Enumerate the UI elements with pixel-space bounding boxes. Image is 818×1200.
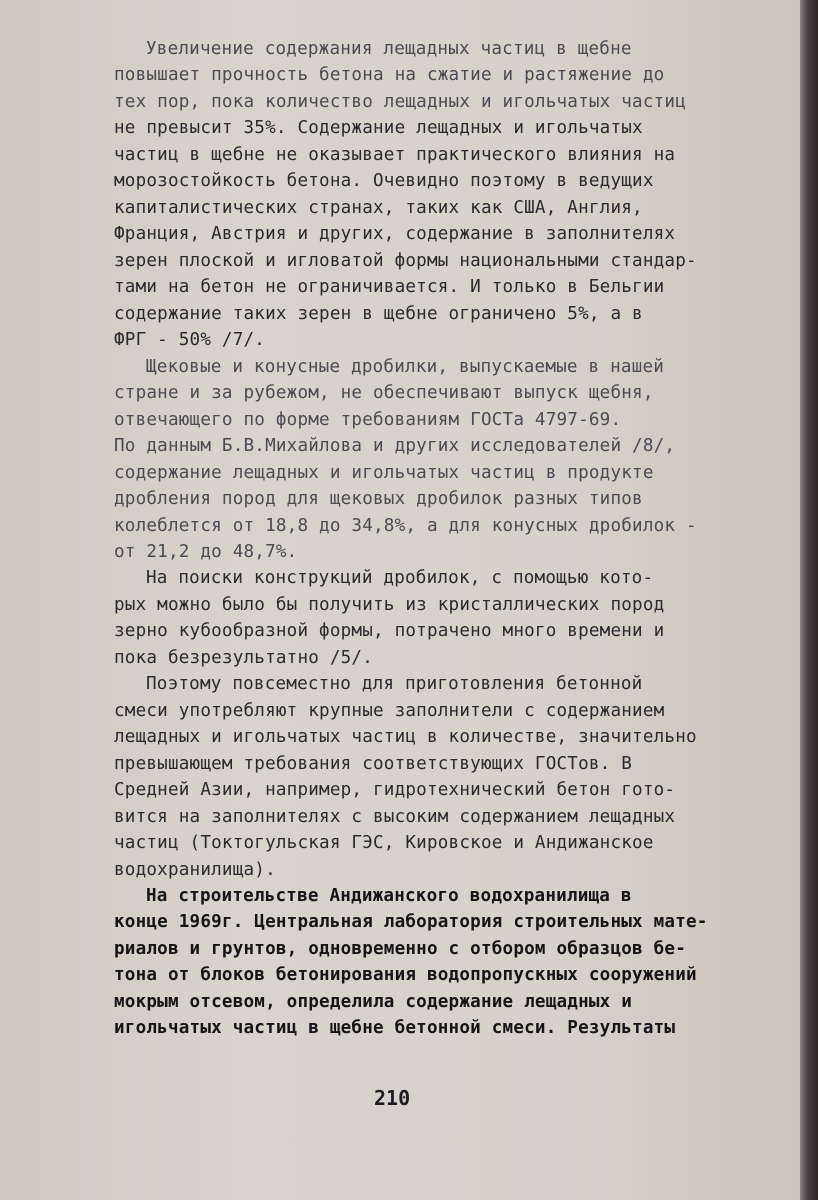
text-line: мокрым отсевом, определила содержание лещадных и [114,992,633,1012]
book-edge [800,0,818,1200]
text-line: содержание таких зерен в щебне ограничено 5%, а в [114,304,643,324]
text-line: конце 1969г. Центральная лаборатория строительных мате- [114,912,708,932]
text-line: Средней Азии, например, гидротехнический бетон гото- [114,780,676,800]
text-line: На строительстве Андижанского водохранилища в [146,886,632,906]
text-line: частиц (Токтогульская ГЭС, Кировское и Андижанское [114,833,654,853]
text-line: лещадных и игольчатых частиц в количестве, значительно [114,727,697,747]
text-line: морозостойкость бетона. Очевидно поэтому в ведущих [114,171,654,191]
text-line: зерно кубообразной формы, потрачено много времени и [114,621,665,641]
text-line: частиц в щебне не оказывает практического влияния на [114,145,676,165]
text-line: Увеличение содержания лещадных частиц в щебне [146,39,632,59]
text-line: водохранилища). [114,860,276,880]
page-number: 210 [374,1086,411,1110]
text-line: тех пор, пока количество лещадных и игольчатых частиц [114,92,686,112]
text-line: Франция, Австрия и других, содержание в заполнителях [114,224,676,244]
text-line: дробления пород для щековых дробилок разных типов [114,489,643,509]
text-line: отвечающего по форме требованиям ГОСТа 4797-69. [114,410,622,430]
text-line: рых можно было бы получить из кристаллических пород [114,595,665,615]
text-line: На поиски конструкций дробилок, с помощью кото- [146,568,654,588]
text-line: вится на заполнителях с высоким содержанием лещадных [114,807,676,827]
text-line: содержание лещадных и игольчатых частиц в продукте [114,463,654,483]
text-line: тами на бетон не ограничивается. И только в Бельгии [114,277,665,297]
text-line: игольчатых частиц в щебне бетонной смеси. Результаты [114,1018,676,1038]
text-line: превышающем требования соответствующих ГОСТов. В [114,754,633,774]
text-line: стране и за рубежом, не обеспечивают выпуск щебня, [114,383,654,403]
text-line: колеблется от 18,8 до 34,8%, а для конусных дробилок - [114,516,697,536]
text-line: от 21,2 до 48,7%. [114,542,298,562]
text-line: смеси употребляют крупные заполнители с содержанием [114,701,665,721]
text-line: Щековые и конусные дробилки, выпускаемые в нашей [146,357,665,377]
text-line: повышает прочность бетона на сжатие и растяжение до [114,65,665,85]
text-line: зерен плоской и игловатой формы национальными стандар- [114,251,697,271]
text-line: ФРГ - 50% /7/. [114,330,266,350]
text-line: Поэтому повсеместно для приготовления бетонной [146,674,643,694]
text-line: пока безрезультатно /5/. [114,648,374,668]
text-line: По данным Б.В.Михайлова и других исследователей /8/, [114,436,676,456]
text-line: капиталистических странах, таких как США, Англия, [114,198,643,218]
text-line: не превысит 35%. Содержание лещадных и игольчатых [114,118,643,138]
text-line: риалов и грунтов, одновременно с отбором образцов бе- [114,939,686,959]
text-line: тона от блоков бетонирования водопропускных сооружений [114,965,697,985]
